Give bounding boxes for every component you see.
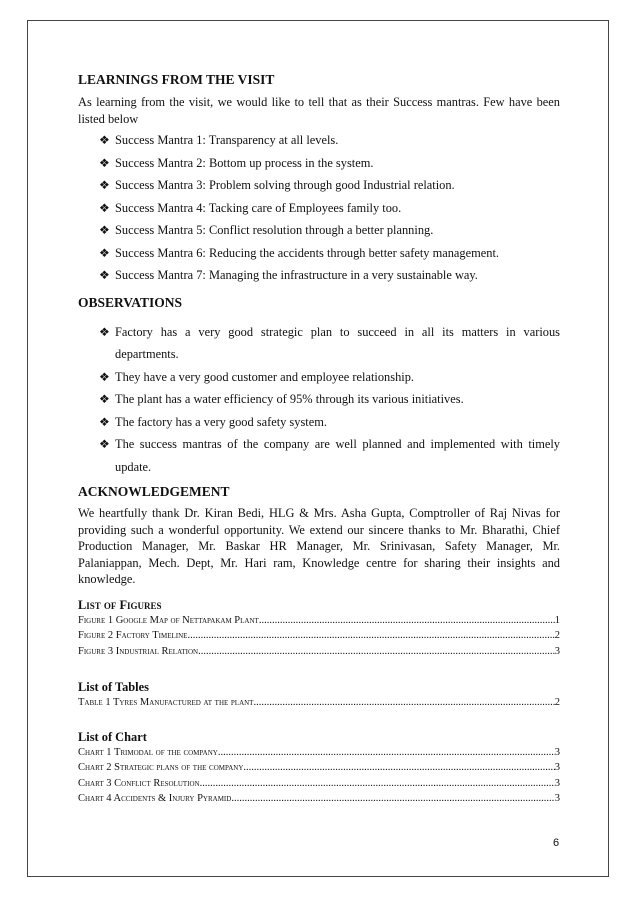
list-item: ❖ Success Mantra 2: Bottom up process in the system. [78,152,560,175]
learnings-intro: As learning from the visit, we would like to tell that as their Success mantras. Few have been listed below [78,95,560,126]
diamond-bullet-icon: ❖ [99,268,110,282]
list-item: ❖ They have a very good customer and employee relationship. [78,366,560,389]
acknowledgement-heading: ACKNOWLEDGEMENT [78,484,230,499]
diamond-bullet-icon: ❖ [99,324,110,339]
list-item: ❖ Success Mantra 6: Reducing the accidents through better safety management. [78,242,560,265]
figures-heading: List of Figures [78,597,162,612]
success-mantra-list [78,129,560,287]
toc-entry[interactable]: Figure 2 Factory Timeline ..... 2 [78,628,560,644]
diamond-bullet-icon: ❖ [99,245,110,260]
list-of-tables [78,680,560,711]
toc-entry[interactable]: Chart 2 Strategic plans of the company ..... 3 [78,760,560,776]
toc-entry[interactable]: Figure 3 Industrial Relation ..... 3 [78,644,560,660]
list-of-figures [78,598,560,660]
tables-heading: List of Tables [78,680,149,694]
toc-entry[interactable]: Table 1 Tyres Manufactured at the plant ..... 2 [78,695,560,711]
diamond-bullet-icon: ❖ [99,133,110,147]
diamond-bullet-icon: ❖ [99,414,110,429]
toc-entry[interactable]: Chart 3 Conflict Resolution ..... 3 [78,776,560,792]
document-body [78,72,560,807]
list-item: ❖ The plant has a water efficiency of 95% through its various initiatives. [78,388,560,411]
acknowledgement-text: We heartfully thank Dr. Kiran Bedi, HLG & Mrs. Asha Gupta, Comptroller of Raj Nivas for providing such a wonderful opportunity. We extend our sincere thanks to Mr. Bharathi, Chief Production Manager, Mr. Baskar HR Manager, Mr. Srinivasan, Safety Manager, Mr. Palaniappan, Mech. Dept, Mr. Hari ram, Knowledge centre for sharing their insights and knowledge. [78,506,560,586]
list-item: ❖ Factory has a very good strategic plan to succeed in all its matters in various departments. [78,321,560,366]
list-item: ❖ Success Mantra 1: Transparency at all levels. [78,129,560,152]
observations-list [78,321,560,479]
diamond-bullet-icon: ❖ [99,392,110,406]
observations-heading: OBSERVATIONS [78,294,183,310]
list-item: ❖ Success Mantra 7: Managing the infrastructure in a very sustainable way. [78,264,560,287]
list-item: ❖ The success mantras of the company are well planned and implemented with timely update. [78,433,560,478]
list-item: ❖ The factory has a very good safety system. [78,411,560,434]
diamond-bullet-icon: ❖ [99,200,110,215]
diamond-bullet-icon: ❖ [99,178,110,192]
list-item: ❖ Success Mantra 3: Problem solving through good Industrial relation. [78,174,560,197]
list-of-charts [78,730,560,807]
diamond-bullet-icon: ❖ [99,437,110,451]
toc-entry[interactable]: Chart 1 Trimodal of the company ..... 3 [78,745,560,761]
learnings-heading: LEARNINGS FROM THE VISIT [78,72,275,87]
diamond-bullet-icon: ❖ [99,369,110,384]
charts-heading: List of Chart [78,729,147,744]
diamond-bullet-icon: ❖ [99,223,110,237]
list-item: ❖ Success Mantra 5: Conflict resolution through a better planning. [78,219,560,242]
toc-entry[interactable]: Chart 4 Accidents & Injury Pyramid ..... 3 [78,791,560,807]
page-number: 6 [553,837,560,849]
toc-entry[interactable]: Figure 1 Google Map of Nettapakam Plant ..... 1 [78,613,560,629]
diamond-bullet-icon: ❖ [99,155,110,170]
list-item: ❖ Success Mantra 4: Tacking care of Employees family too. [78,197,560,220]
